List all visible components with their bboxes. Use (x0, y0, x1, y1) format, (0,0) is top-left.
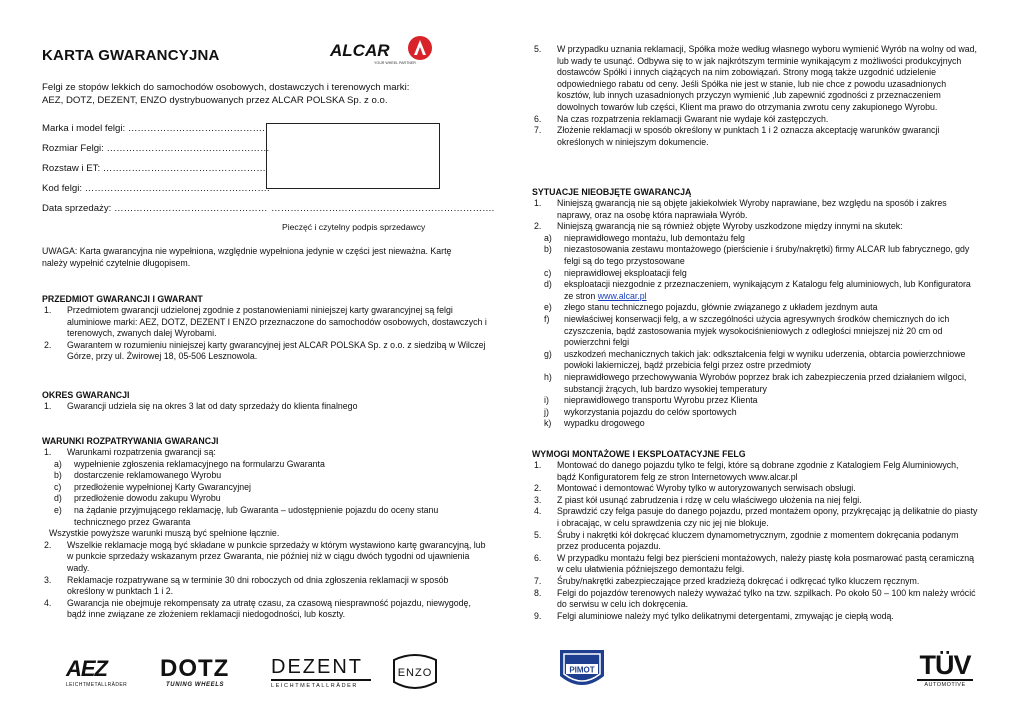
stamp-box (266, 123, 440, 189)
list-item: 3. Reklamacje rozpatrywane są w terminie 30 dni roboczych od dnia zgłoszenia reklamacji w sposób określony w punktach 1 i 2. (44, 574, 449, 597)
mounting-heading: WYMOGI MONTAŻOWE I EKSPLOATACYJNE FELG (532, 449, 746, 459)
list-item: e) na żądanie przyjmującego reklamację, lub Gwaranta – udostępnienie pojazdu do oceny stanu technicznego przez Gwaranta (54, 504, 439, 527)
list-item: c) przedłożenie wypełnionej Karty Gwarancyjnej (54, 481, 252, 492)
list-item: a) nieprawidłowego montażu, lub demontażu felg (544, 232, 745, 243)
enzo-emblem-icon (388, 652, 442, 692)
list-item: 1. Gwarancji udziela się na okres 3 lat od daty sprzedaży do klienta finalnego (44, 401, 358, 411)
list-item: g) uszkodzeń mechanicznych takich jak: odkształcenia felgi w wyniku uderzenia, obtarcia powierzchniowe powłoki lakierniczej, bądź przebicia felgi przez ostre przedmioty (544, 348, 966, 371)
list-item: 2. Wszelkie reklamacje mogą być składane w punkcie sprzedaży w którym wystawiono kartę gwarancyjną, lub w punkcie sprzedaży wskazanym przez Gwaranta, nie później niż w ciągu dwóch tygodni od ujawnienia wady. (44, 539, 486, 573)
list-item: 7. Złożenie reklamacji w sposób określony w punktach 1 i 2 oznacza akceptację warunków gwarancji określonych w niniejszym dokumencie. (534, 125, 940, 147)
field-sale-date: Data sprzedaży: ………………………………………… (42, 203, 268, 214)
pimot-logo (556, 646, 608, 696)
conditions-list-continued (532, 44, 978, 148)
conditions-sublist (42, 459, 487, 529)
list-item: 1. Przedmiotem gwarancji udzielonej zgodnie z postanowieniami niniejszej karty gwarancyjnej są felgi aluminiowe marki: AEZ, DOTZ, DEZENT I ENZO przeznaczone do samochodów osobowych, dostawczych i terenowych, zwanych dalej Wyrobami. (44, 305, 487, 339)
list-item: 4. Gwarancja nie obejmuje rekompensaty za utratę czasu, za czasową niesprawność pojazdu, niewygodę, bądź inne związane ze złożeniem reklamacji niedogodności, lub koszty. (44, 597, 471, 620)
intro-text (42, 81, 452, 107)
list-item: 5. Śruby i nakrętki kół dokręcać kluczem dynamometrycznym, zgodnie z momentem dokręcania podanym przez producenta pojazdu. (534, 529, 959, 552)
list-item: d) przedłożenie dowodu zakupu Wyrobu (54, 493, 221, 504)
period-list (42, 401, 487, 413)
list-item: 5. W przypadku uznania reklamacji, Spółka może według własnego wyboru wymienić Wyrób na wolny od wad, lub wady te usunąć. Odbywa się to w jak najkrótszym terminie wynikającym z możliwości produkcyjnych dostawców Spółki i innych ciążących na nim zobowiązań. Strony mogą także uzgodnić udzielenie odpowiedniego rabatu od ceny. Jeśli Spółka nie jest w stanie, lub nie chce z powodu uzasadnionych kosztów, lub innych uzasadnionych przyczyn wymienić ,lub zapewnić zgodności z przeznaczeniem dowolnych towarów lub części, Klient ma prawo do otrzymania zwrotu ceny zakupionego Wyrobu. (534, 44, 977, 112)
list-item: d) eksploatacji niezgodnie z przeznaczeniem, wynikającym z Katalogu felg aluminiowych, lub Konfiguratora ze stron www.alcar.pl (544, 279, 971, 301)
intro-line-1: Felgi ze stopów lekkich do samochodów osobowych, dostawczych i terenowych marki: (42, 82, 410, 93)
list-item: i) nieprawidłowego transportu Wyrobu przez Klienta (544, 395, 758, 406)
mounting-list (532, 460, 978, 622)
signature-line: ……………………………………………………………. (271, 203, 495, 214)
warning-note: UWAGA: Karta gwarancyjna nie wypełniona, względnie wypełniona jedynie w części jest nieważna. Kartę należy wypełnić czytelnie długopisem. (42, 246, 452, 268)
alcar-logo (328, 33, 438, 67)
field-pcd-et: Rozstaw i ET: …………………………………………… (42, 163, 266, 174)
list-item: 7. Śruby/nakrętki zabezpieczające przed kradzieżą dokręcać i odkręcać tylko kluczem ręcznym. (534, 575, 920, 586)
svg-text:ENZO: ENZO (397, 667, 433, 679)
list-item: a) wypełnienie zgłoszenia reklamacyjnego na formularzu Gwaranta (54, 458, 325, 469)
subject-heading: PRZEDMIOT GWARANCJI I GWARANT (42, 294, 203, 304)
enzo-logo (388, 652, 442, 692)
list-item: 4. Sprawdzić czy felga pasuje do danego pojazdu, przed montażem opony, przykręcając ją delikatnie do piasty i obracając, w celu sprawdzenia czy nic jej nie blokuje. (534, 506, 978, 528)
signature-caption: Pieczęć i czytelny podpis sprzedawcy (282, 222, 426, 232)
list-item: 6. Na czas rozpatrzenia reklamacji Gwarant nie wydaje kół zastępczych. (534, 113, 829, 124)
list-item: j) wykorzystania pojazdu do celów sportowych (544, 406, 737, 417)
list-item: 3. Z piast kół usunąć zabrudzenia i rdzę w celu właściwego ułożenia na niej felgi. (534, 494, 862, 505)
list-item: 1. Warunkami rozpatrzenia gwarancji są: a) wypełnienie zgłoszenia reklamacyjnego na formularzu Gwaranta b) dostarczenie reklamowanego Wyrobu c) przedłożenie wypełnionej Karty Gwarancyjnej d) przedłożenie dowodu zakupu Wyrobu e) na żądanie przyjmującego reklamację, lub Gwaranta – udostępnienie pojazdu do oceny stanu technicznego przez Gwaranta (42, 447, 487, 528)
alcar-logo-name: ALCAR (330, 41, 390, 60)
list-item: k) wypadku drogowego (544, 418, 645, 429)
list-item: 6. W przypadku montażu felgi bez pierścieni montażowych, należy piastę koła posmarować pastą ceramiczną w celu ułatwienia późniejszego demontażu felgi. (534, 552, 975, 575)
alcar-website-link[interactable]: www.alcar.pl (597, 290, 647, 301)
list-item: 8. Felgi do pojazdów terenowych należy wyważać tylko na tzw. szpilkach. Po około 50 – 100 km należy wrócić do serwisu w celu ich dokręcenia. (534, 587, 976, 610)
field-rim-code: Kod felgi: …………………………………………………. (42, 183, 270, 194)
list-item: 1. Niniejszą gwarancją nie są objęte jakiekolwiek Wyroby naprawiane, bez względu na sposób i zakres naprawy, oraz na osobę która naprawiała Wyrób. (534, 198, 947, 220)
list-item: e) złego stanu technicznego pojazdu, głównie związanego z układem jezdnym auta (544, 302, 878, 313)
list-item: 2. Gwarantem w rozumieniu niniejszej karty gwarancyjnej jest ALCAR POLSKA Sp. z o.o. z siedzibą w Wilczej Górze, przy ul. Żwirowej 18, 05-506 Lesznowola. (44, 339, 486, 362)
pimot-emblem-icon (556, 646, 608, 696)
excluded-sublist (532, 233, 978, 430)
list-item: c) nieprawidłowej eksploatacji felg (544, 267, 687, 278)
subject-list (42, 305, 487, 363)
dezent-logo: DEZENT LEICHTMETALLRÄDER (271, 656, 371, 692)
list-item: 2. Montować i demontować Wyroby tylko w autoryzowanych serwisach obsługi. (534, 483, 856, 494)
alcar-logo-circle (408, 36, 432, 60)
excluded-heading: SYTUACJE NIEOBJĘTE GWARANCJĄ (532, 187, 692, 197)
aez-logo: AEZ LEICHTMETALLRÄDER (66, 656, 128, 688)
page-title: KARTA GWARANCYJNA (42, 47, 220, 64)
excluded-list (532, 198, 978, 430)
period-heading: OKRES GWARANCJI (42, 390, 130, 400)
conditions-heading: WARUNKI ROZPATRYWANIA GWARANCJI (42, 436, 219, 446)
list-item: f) niewłaściwej konserwacji felg, a w szczególności użycia agresywnych środków chemicznych do ich czyszczenia, bądź zastosowania myjek wysokociśnieniowych z odległości mniejszej niż 20 cm od powierzchni felgi (544, 313, 950, 348)
list-item: 9. Felgi aluminiowe należy myć tylko delikatnymi detergentami, zmywając je ciepłą wodą. (534, 610, 894, 621)
svg-text:PIMOT: PIMOT (569, 665, 595, 675)
list-item: 2. Niniejszą gwarancją nie są również objęte Wyroby uszkodzone między innymi na skutek: a) nieprawidłowego montażu, lub demontażu felg b) niezastosowania zestawu montażowego (pierścienie i śruby/nakrętki) firmy ALCAR lub fabrycznego, gdy felgi są do tego przystosowane c) nieprawidłowej eksploatacji felg d) eksploatacji niezgodnie z przeznaczeniem, wynikającym z Katalogu felg aluminiowych, lub Konfiguratora ze stron www.alcar.pl e) złego stanu technicznego pojazdu, głównie związanego z układem jezdnym auta f) niewłaściwej konserwacji felg, a w szczególności użycia agresywnych środków chemicznych do ich czyszczenia, bądź zastosowania myjek wysokociśnieniowych z odległości mniejszej niż 20 cm od powierzchni felgi g) uszkodzeń mechanicznych takich jak: odkształcenia felgi w wyniku uderzenia, obtarcia powierzchniowe powłoki lakierniczej, bądź przebicia felgi przez ostre przedmioty h) nieprawidłowego przechowywania Wyrobów poprzez brak ich zabezpieczenia przed działaniem wilgoci, substancji żrących, lub bardzo wysokiej temperatury i) nieprawidłowego transportu Wyrobu przez Klienta j) wykorzystania pojazdu do celów sportowych k) wypadku drogowego (532, 221, 978, 430)
tuv-logo: TÜV AUTOMOTIVE (917, 652, 973, 692)
list-item: h) nieprawidłowego przechowywania Wyrobów poprzez brak ich zabezpieczenia przed działaniem wilgoci, substancji żrących, lub bardzo wysokiej temperatury (544, 371, 967, 394)
dotz-logo: DOTZ TUNING WHEELS (160, 655, 230, 688)
list-item: 1. Montować do danego pojazdu tylko te felgi, które są dobrane zgodnie z Katalogiem Felg Aluminiowych, bądź Konfiguratorem felg ze stron Internetowych www.alcar.pl (534, 460, 959, 482)
list-item: b) dostarczenie reklamowanego Wyrobu (54, 470, 222, 481)
conditions-list (42, 447, 487, 621)
intro-line-2: AEZ, DOTZ, DEZENT, ENZO dystrybuowanych przez ALCAR POLSKA Sp. z o.o. (42, 95, 388, 106)
list-item: b) niezastosowania zestawu montażowego (pierścienie i śruby/nakrętki) firmy ALCAR lub fabrycznego, gdy felgi są do tego przystosowane (544, 244, 970, 266)
conditions-note: Wszystkie powyższe warunki muszą być spełnione łącznie. (49, 528, 280, 539)
field-rim-size: Rozmiar Felgi: …………………………………………… (42, 143, 270, 154)
alcar-logo-tagline: YOUR WHEEL PARTNER (374, 61, 416, 65)
field-rim-model: Marka i model felgi: ……………………………………. (42, 123, 265, 134)
